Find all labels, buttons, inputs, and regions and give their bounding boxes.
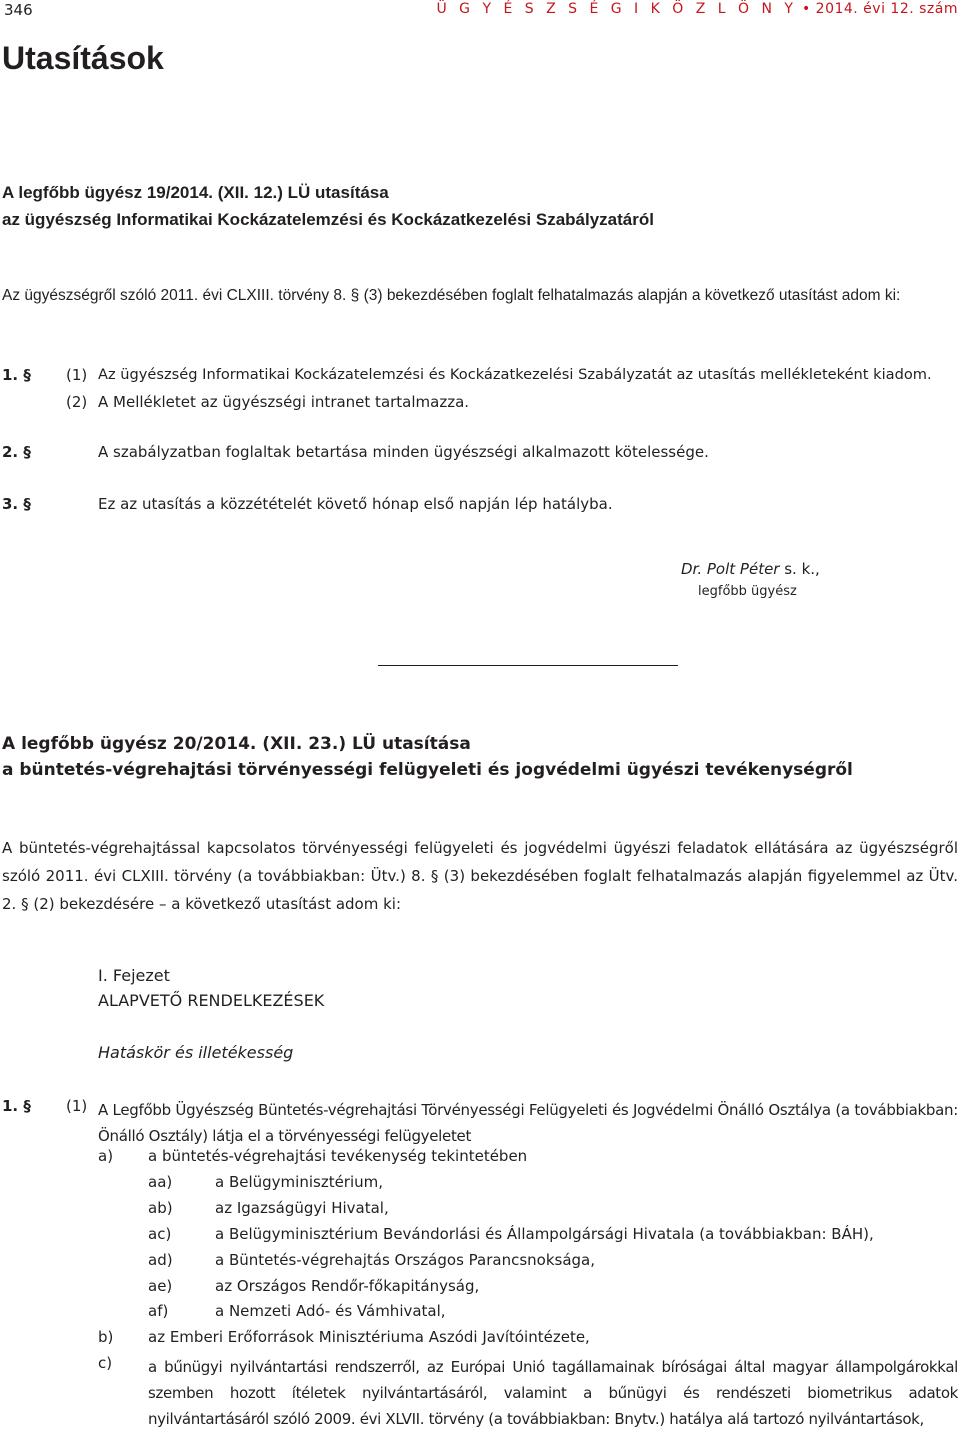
item-label: b) [98, 1328, 114, 1346]
item-text: a bűnügyi nyilvántartási rendszerről, az Európai Unió tagállamainak bíróságai által magyar állampolgárokkal szemben hozott ítéletek nyilvántartásáról, valamint a bűnügyi és rendészeti biometrikus adatok nyilvántartásáról szóló 2009. évi XLVII. törvény (a továbbiakban: Bnytv.) hatálya alá tartozó nyilvántartások, [148, 1358, 958, 1428]
instruction1-title-line1: A legfőbb ügyész 19/2014. (XII. 12.) LÜ utasítása [2, 183, 389, 202]
paragraph-text: A Mellékletet az ügyészségi intranet tartalmazza. [98, 393, 470, 411]
instruction2-title-line1: A legfőbb ügyész 20/2014. (XII. 23.) LÜ utasítása [2, 734, 471, 754]
page-number: 346 [4, 1, 33, 19]
instruction2-preamble: A büntetés-végrehajtással kapcsolatos törvényességi felügyeleti és jogvédelmi ügyészi feladatok ellátására az ügyészségről szóló 2011. évi CLXIII. törvény (a továbbiakban: Ütv.) 8. § (3) bekezdésében foglalt felhatalmazás alapján figyelemmel az Ütv. 2. § (2) bekezdésére – a következő utasítást adom ki: [2, 839, 958, 913]
signature [681, 560, 820, 578]
instruction1-title-line2: az ügyészség Informatikai Kockázatelemzési és Kockázatkezelési Szabályzatáról [2, 210, 654, 229]
item-label: c) [98, 1354, 113, 1372]
item-text: az Igazságügyi Hivatal, [215, 1199, 389, 1217]
instruction2-title-line2: a büntetés-végrehajtási törvényességi felügyeleti és jogvédelmi ügyészi tevékenységről [2, 760, 853, 780]
item-label: ab) [148, 1199, 173, 1217]
section-text: Ez az utasítás a közzétételét követő hónap első napján lép hatályba. [98, 495, 613, 513]
chapter-number: I. Fejezet [98, 966, 170, 985]
item-text: a Belügyminisztérium, [215, 1173, 384, 1191]
issue-label: 2014. évi 12. szám [815, 1, 958, 17]
paragraph-number: (2) [66, 393, 88, 411]
item-text: a Belügyminisztérium Bevándorlási és Állampolgársági Hivatala (a továbbiakban: BÁH), [215, 1225, 874, 1243]
paragraph-number: (1) [66, 1097, 88, 1115]
paragraph-text: A Legfőbb Ügyészség Büntetés-végrehajtási Törvényességi Felügyeleti és Jogvédelmi Önálló Osztálya (a továbbiakban: Önálló Osztály) látja el a törvényességi felügyeletet [98, 1101, 958, 1145]
item-label: aa) [148, 1173, 173, 1191]
running-header [436, 1, 958, 17]
item-text: a büntetés-végrehajtási tevékenység tekintetében [148, 1147, 528, 1165]
item-text: az Emberi Erőforrások Minisztériuma Aszódi Javítóintézete, [148, 1328, 590, 1346]
header-bullet: • [801, 1, 811, 17]
chapter-title: ALAPVETŐ RENDELKEZÉSEK [98, 991, 325, 1010]
section-number: 1. § [2, 1097, 31, 1115]
item-text: a Nemzeti Adó- és Vámhivatal, [215, 1302, 446, 1320]
instruction1-preamble: Az ügyészségről szóló 2011. évi CLXIII. törvény 8. § (3) bekezdésében foglalt felhatalmazás alapján a következő utasítást adom ki: [2, 287, 901, 304]
section-number: 2. § [2, 443, 31, 461]
item-text: az Országos Rendőr-főkapitányság, [215, 1277, 480, 1295]
item-label: a) [98, 1147, 114, 1165]
paragraph-text: Az ügyészség Informatikai Kockázatelemzési és Kockázatkezelési Szabályzatát az utasítás mellékleteként kiadom. [98, 366, 932, 383]
section-number: 1. § [2, 366, 31, 384]
section-text: A szabályzatban foglaltak betartása minden ügyészségi alkalmazott kötelessége. [98, 443, 709, 461]
separator-rule [378, 665, 678, 666]
paragraph-number: (1) [66, 366, 88, 384]
item-label: af) [148, 1302, 169, 1320]
item-text: a Büntetés-végrehajtás Országos Parancsnoksága, [215, 1251, 596, 1269]
item-label: ad) [148, 1251, 173, 1269]
section-title: Utasítások [2, 40, 164, 76]
signature-title: legfőbb ügyész [698, 584, 797, 599]
journal-name: Ü G Y É S Z S É G I K Ö Z L Ö N Y [436, 1, 797, 17]
item-label: ac) [148, 1225, 172, 1243]
item-label: ae) [148, 1277, 173, 1295]
section-number: 3. § [2, 495, 31, 513]
signature-name: Dr. Polt Péter [681, 560, 780, 578]
signature-suffix: s. k., [779, 560, 820, 578]
subheading: Hatáskör és illetékesség [98, 1043, 294, 1062]
